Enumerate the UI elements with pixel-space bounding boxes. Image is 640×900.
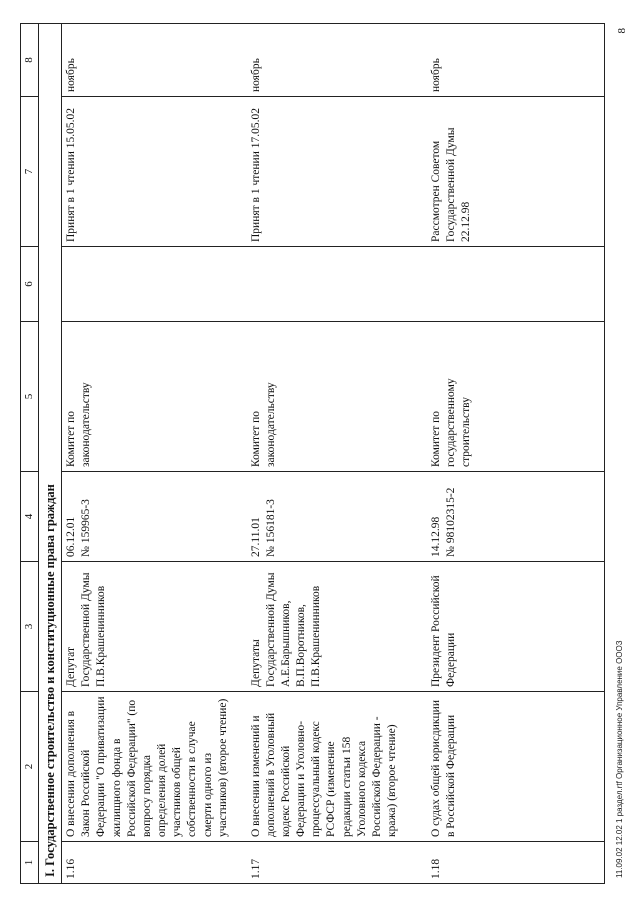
responsible-committee: Комитет по государственному строительству [427, 322, 605, 472]
column-number: 4 [21, 472, 39, 562]
responsible-committee: Комитет по законодательству [247, 322, 427, 472]
row-number: 1.18 [427, 842, 605, 884]
section-title: I. Государственное строительство и конституционные права граждан [38, 24, 62, 884]
column-number: 3 [21, 562, 39, 692]
bill-status: Принят в 1 чтении 15.05.02 [62, 97, 247, 247]
bill-status: Рассмотрен Советом Государственной Думы 22.12.98 [427, 97, 605, 247]
column-6-cell [427, 247, 605, 322]
legislation-table [20, 23, 605, 884]
column-6-cell [247, 247, 427, 322]
column-number: 2 [21, 692, 39, 842]
table-row [62, 24, 247, 884]
bill-date-number: 06.12.01 № 159965-3 [62, 472, 247, 562]
bill-initiator: Депутаты Государственной Думы А.Е.Барышников, В.П.Воротников, П.В.Крашенинников [247, 562, 427, 692]
scheduled-month: ноябрь [427, 24, 605, 97]
bill-initiator: Депутат Государственной Думы П.В.Крашенинников [62, 562, 247, 692]
bill-title: О судах общей юрисдикции в Российской Федерации [427, 692, 605, 842]
bill-status: Принят в 1 чтении 17.05.02 [247, 97, 427, 247]
column-number: 8 [21, 24, 39, 97]
column-number: 6 [21, 247, 39, 322]
bill-date-number: 27.11.01 № 156181-3 [247, 472, 427, 562]
column-number: 5 [21, 322, 39, 472]
page-number: 8 [616, 28, 628, 34]
row-number: 1.17 [247, 842, 427, 884]
responsible-committee: Комитет по законодательству [62, 322, 247, 472]
section-heading-row [38, 24, 62, 884]
scheduled-month: ноябрь [247, 24, 427, 97]
bill-initiator: Президент Российской Федерации [427, 562, 605, 692]
row-number: 1.16 [62, 842, 247, 884]
bill-date-number: 14.12.98 № 98102315-2 [427, 472, 605, 562]
column-number-header-row [21, 24, 39, 884]
bill-title: О внесении изменений и дополнений в Уголовный кодекс Российской Федерации и Уголовно-процессуальный кодекс РСФСР (изменение редакции статьи 158 Уголовного кодекса Российской Федерации - кража) (второе чтение) [247, 692, 427, 842]
scheduled-month: ноябрь [62, 24, 247, 97]
column-6-cell [62, 247, 247, 322]
document-footer: 11.09.02 12.02 1 раздел.rtf Организационное Управление ОООЗ [615, 640, 624, 878]
table-row [247, 24, 427, 884]
bill-title: О внесении дополнения в Закон Российской Федерации "О приватизации жилищного фонда в Российской Федерации" (по вопросу порядка определения долей участников общей собственности в случае смерти одного из участников) (второе чтение) [62, 692, 247, 842]
column-number: 1 [21, 842, 39, 884]
column-number: 7 [21, 97, 39, 247]
table-row [427, 24, 605, 884]
